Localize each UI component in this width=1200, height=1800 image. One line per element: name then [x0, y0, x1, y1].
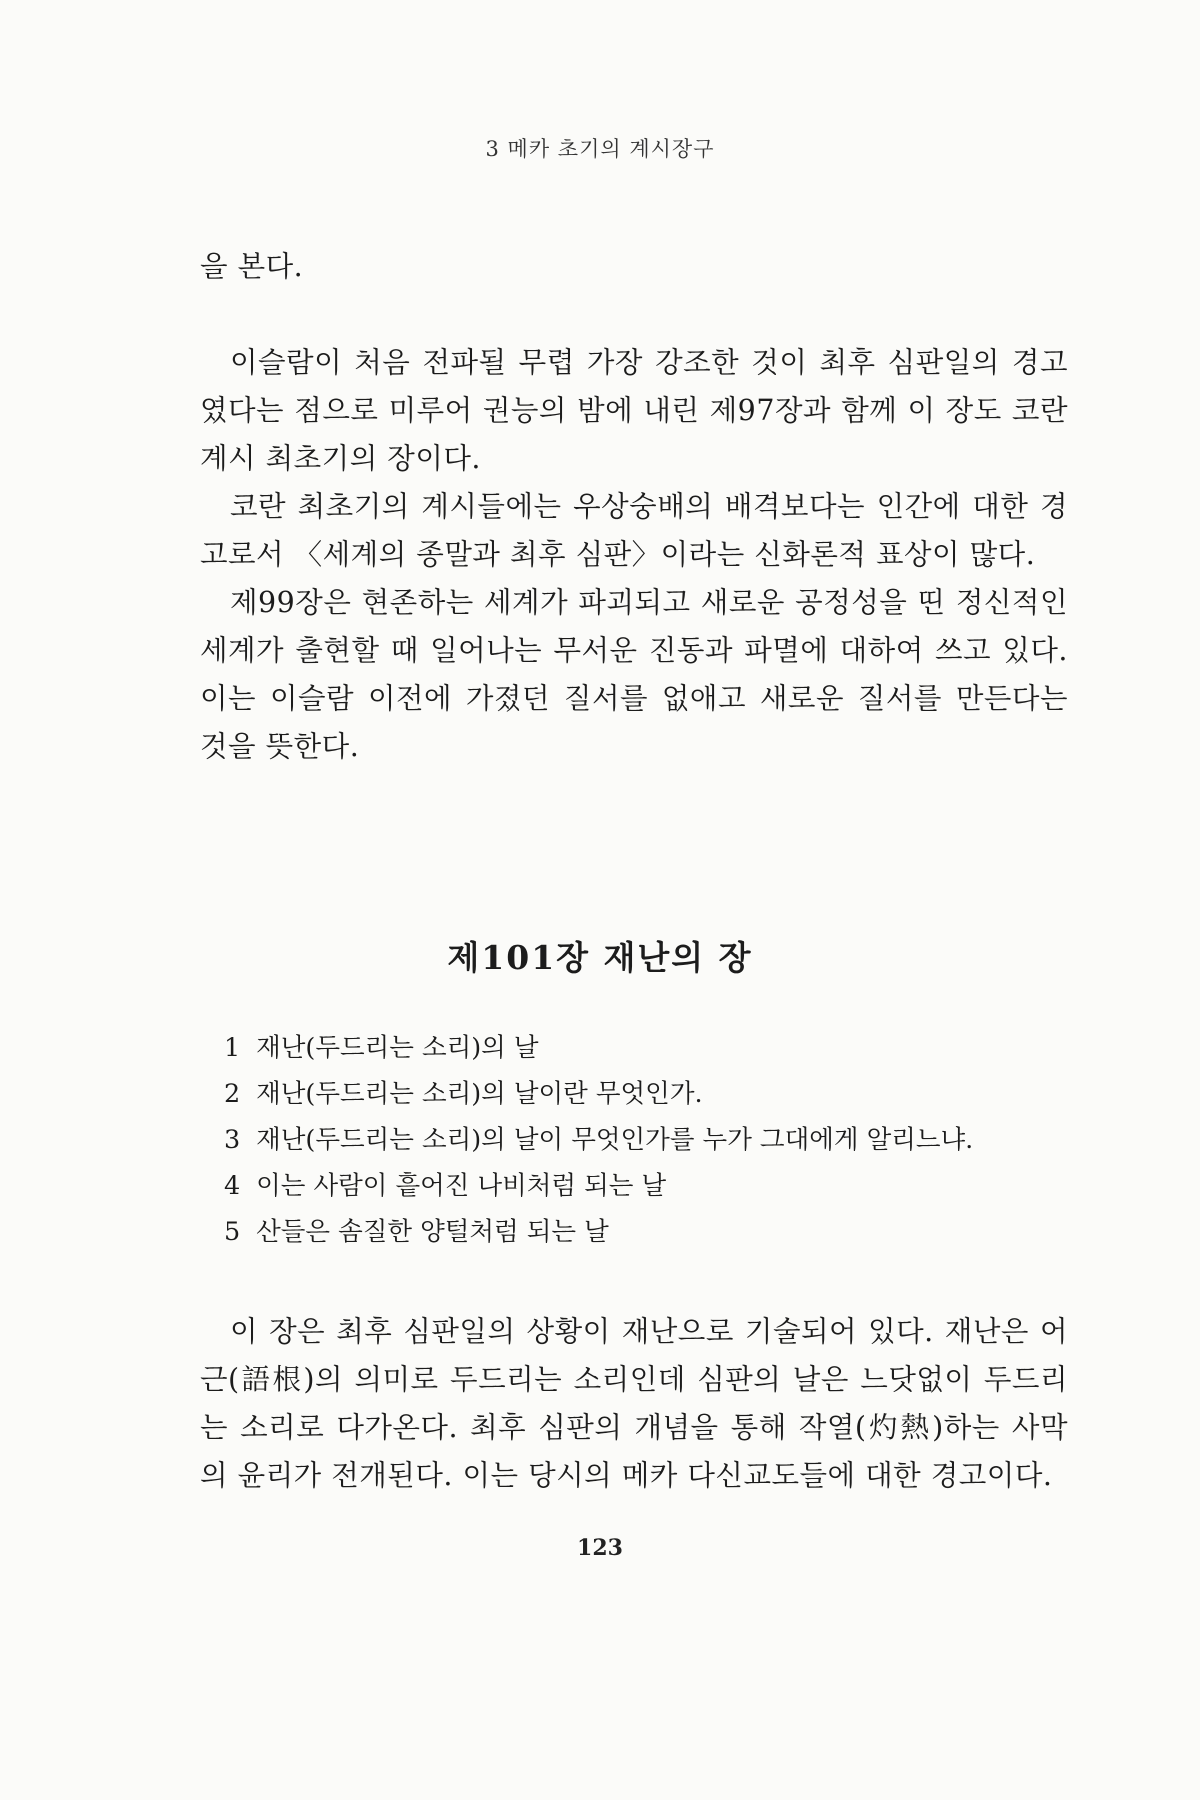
verse-number: 2	[224, 1079, 241, 1109]
running-header: 3 메카 초기의 계시장구	[485, 137, 715, 161]
verse-item	[224, 1163, 1084, 1209]
commentary-paragraph: 이 장은 최후 심판일의 상황이 재난으로 기술되어 있다. 재난은 어근(語根)의 의미로 두드리는 소리인데 심판의 날은 느닷없이 두드리는 소리로 다가온다. 최후 심판의 개념을 통해 작열(灼熱)하는 사막의 윤리가 전개된다. 이는 당시의 메카 다신교도들에 대한 경고이다.	[200, 1315, 1068, 1492]
verse-number: 4	[224, 1171, 241, 1201]
continuation-line: 을 본다.	[200, 250, 304, 283]
verse-item	[224, 1071, 1084, 1117]
verse-list	[224, 1025, 1084, 1255]
paragraph: 이슬람이 처음 전파될 무렵 가장 강조한 것이 최후 심판일의 경고였다는 점으로 미루어 권능의 밤에 내린 제97장과 함께 이 장도 코란 계시 최초기의 장이다.	[200, 346, 1068, 475]
verse-item	[224, 1117, 1084, 1163]
verse-number: 1	[224, 1033, 241, 1063]
paragraph: 코란 최초기의 계시들에는 우상숭배의 배격보다는 인간에 대한 경고로서 〈세계의 종말과 최후 심판〉이라는 신화론적 표상이 많다.	[200, 490, 1068, 571]
body-text-top	[200, 243, 1068, 771]
page-number: 123	[577, 1535, 623, 1561]
verse-number: 5	[224, 1217, 241, 1247]
paragraph: 제99장은 현존하는 세계가 파괴되고 새로운 공정성을 띤 정신적인 세계가 출현할 때 일어나는 무서운 진동과 파멸에 대하여 쓰고 있다. 이는 이슬람 이전에 가졌던 질서를 없애고 새로운 질서를 만든다는 것을 뜻한다.	[200, 586, 1068, 763]
commentary-block	[200, 1308, 1068, 1500]
verse-text: 재난(두드리는 소리)의 날이 무엇인가를 누가 그대에게 알리느냐.	[256, 1125, 974, 1155]
verse-item	[224, 1209, 1084, 1255]
verse-text: 산들은 솜질한 양털처럼 되는 날	[256, 1217, 609, 1247]
chapter-title: 제101장 재난의 장	[447, 938, 753, 977]
verse-number: 3	[224, 1125, 241, 1155]
verse-text: 재난(두드리는 소리)의 날이란 무엇인가.	[256, 1079, 703, 1109]
verse-text: 재난(두드리는 소리)의 날	[256, 1033, 539, 1063]
verse-item	[224, 1025, 1084, 1071]
verse-text: 이는 사람이 흩어진 나비처럼 되는 날	[256, 1171, 667, 1201]
